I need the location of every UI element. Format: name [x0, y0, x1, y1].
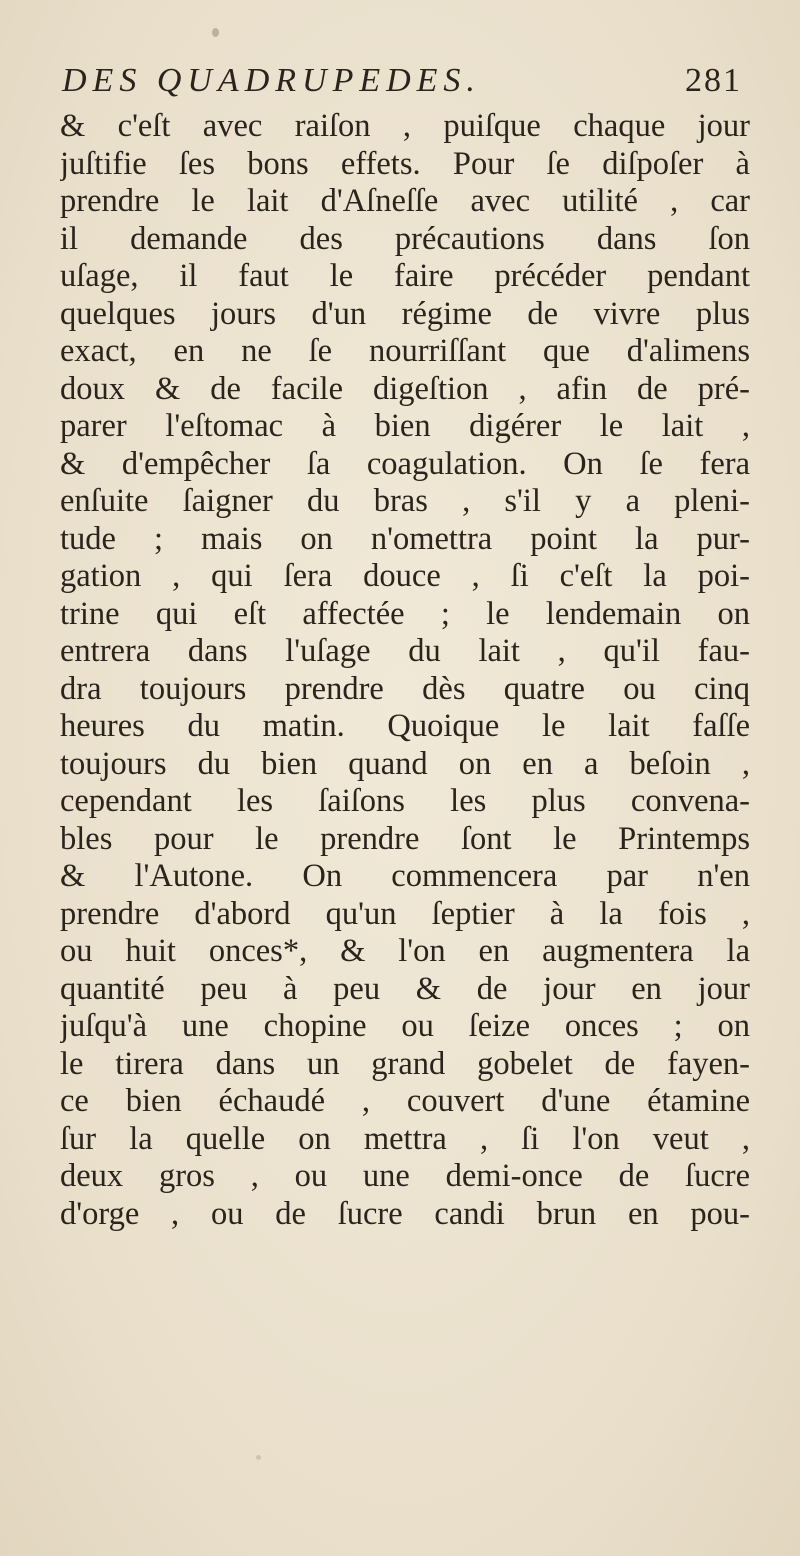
text-line: & l'Autone. On commencera par n'en — [60, 858, 750, 894]
ink-speck — [256, 1455, 261, 1460]
text-line: d'orge , ou de ſucre candi brun en pou- — [60, 1195, 750, 1232]
text-line: uſage, il faut le faire précéder pendant — [60, 258, 750, 294]
text-line: deux gros , ou une demi-once de ſucre — [60, 1158, 750, 1194]
text-line: heures du matin. Quoique le lait faſſe — [60, 708, 750, 744]
text-line: ou huit onces*, & l'on en augmentera la — [60, 933, 750, 969]
text-line: doux & de facile digeſtion , afin de pré- — [60, 370, 750, 407]
text-line: le tirera dans un grand gobelet de fayen- — [60, 1045, 750, 1082]
text-line: trine qui eſt affectée ; le lendemain on — [60, 595, 750, 632]
text-line: cependant les ſaiſons les plus convena- — [60, 783, 750, 819]
text-line: ce bien échaudé , couvert d'une étamine — [60, 1083, 750, 1119]
text-line: quelques jours d'un régime de vivre plus — [60, 295, 750, 332]
text-line: juſtifie ſes bons effets. Pour ſe diſpoſer à — [60, 145, 750, 182]
ink-speck — [212, 28, 219, 37]
text-line: bles pour le prendre ſont le Printemps — [60, 820, 750, 857]
text-line: prendre le lait d'Aſneſſe avec utilité , car — [60, 183, 750, 219]
text-line: tude ; mais on n'omettra point la pur- — [60, 520, 750, 557]
text-line: gation , qui ſera douce , ſi c'eſt la poi- — [60, 558, 750, 594]
page-header — [62, 60, 742, 110]
page-number: 281 — [685, 62, 742, 99]
text-line: quantité peu à peu & de jour en jour — [60, 970, 750, 1007]
text-line: ſur la quelle on mettra , ſi l'on veut , — [60, 1120, 750, 1157]
text-line: il demande des précautions dans ſon — [60, 220, 750, 257]
body-text — [60, 108, 750, 1233]
text-line: exact, en ne ſe nourriſſant que d'alimens — [60, 333, 750, 369]
text-line: enſuite ſaigner du bras , s'il y a pleni- — [60, 483, 750, 519]
text-line: prendre d'abord qu'un ſeptier à la fois , — [60, 895, 750, 932]
text-line: dra toujours prendre dès quatre ou cinq — [60, 670, 750, 707]
text-line: & c'eſt avec raiſon , puiſque chaque jour — [60, 108, 750, 144]
text-line: juſqu'à une chopine ou ſeize onces ; on — [60, 1008, 750, 1044]
text-line: toujours du bien quand on en a beſoin , — [60, 745, 750, 782]
text-line: & d'empêcher ſa coagulation. On ſe fera — [60, 445, 750, 482]
text-line: entrera dans l'uſage du lait , qu'il fau- — [60, 633, 750, 669]
running-title: DES QUADRUPEDES. — [62, 62, 481, 99]
text-line: parer l'eſtomac à bien digérer le lait , — [60, 408, 750, 444]
